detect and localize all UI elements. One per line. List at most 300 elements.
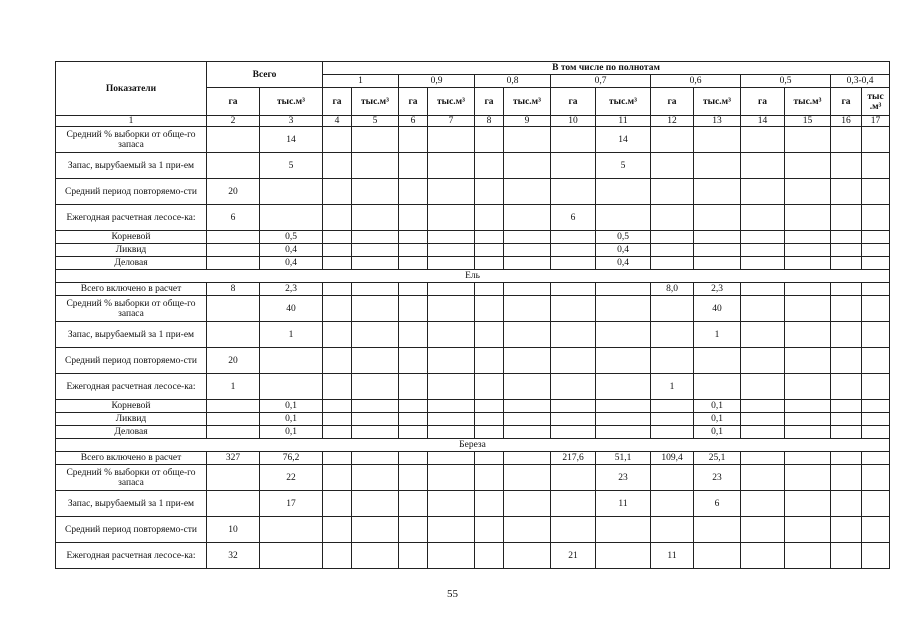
table-row	[56, 153, 890, 179]
table-cell	[596, 413, 651, 426]
table-cell	[428, 348, 475, 374]
table-cell	[785, 205, 831, 231]
table-cell	[596, 543, 651, 569]
row-label: Ликвид	[56, 244, 207, 257]
table-cell	[862, 517, 890, 543]
table-cell	[551, 400, 596, 413]
density-header: 0,7	[551, 75, 651, 88]
table-cell	[651, 465, 694, 491]
column-number: 2	[207, 116, 260, 127]
table-cell	[596, 348, 651, 374]
row-label: Средний % выборки от обще-го запаса	[56, 296, 207, 322]
table-cell	[428, 426, 475, 439]
table-cell	[741, 348, 785, 374]
table-cell	[207, 244, 260, 257]
table-cell	[399, 244, 428, 257]
table-cell	[323, 127, 352, 153]
table-cell	[399, 179, 428, 205]
density-header: 0,3-0,4	[831, 75, 890, 88]
table-cell	[741, 413, 785, 426]
table-cell: 17	[260, 491, 323, 517]
table-cell	[428, 153, 475, 179]
table-cell	[399, 322, 428, 348]
table-cell	[399, 413, 428, 426]
table-cell	[475, 322, 504, 348]
table-cell	[651, 413, 694, 426]
table-cell	[651, 231, 694, 244]
table-row	[56, 322, 890, 348]
table-cell	[260, 543, 323, 569]
table-cell: 22	[260, 465, 323, 491]
column-number: 13	[694, 116, 741, 127]
table-cell	[504, 491, 551, 517]
table-row	[56, 179, 890, 205]
table-cell	[428, 452, 475, 465]
table-cell	[260, 179, 323, 205]
row-label: Средний % выборки от обще-го запаса	[56, 127, 207, 153]
table-cell	[207, 153, 260, 179]
table-cell	[352, 244, 399, 257]
table-cell	[785, 413, 831, 426]
table-cell	[831, 491, 862, 517]
table-cell	[504, 179, 551, 205]
unit-ha: га	[741, 88, 785, 116]
table-cell	[785, 543, 831, 569]
row-label: Корневой	[56, 400, 207, 413]
table-cell	[352, 205, 399, 231]
table-cell	[475, 257, 504, 270]
table-cell	[207, 491, 260, 517]
table-cell: 23	[596, 465, 651, 491]
table-cell	[651, 348, 694, 374]
column-number: 12	[651, 116, 694, 127]
table-cell: 1	[651, 374, 694, 400]
table-cell: 76,2	[260, 452, 323, 465]
table-cell	[862, 426, 890, 439]
table-cell	[323, 257, 352, 270]
row-label: Деловая	[56, 257, 207, 270]
table-cell	[475, 244, 504, 257]
column-number: 4	[323, 116, 352, 127]
table-cell	[399, 517, 428, 543]
table-cell	[352, 153, 399, 179]
table-cell	[428, 400, 475, 413]
table-cell	[785, 452, 831, 465]
table-cell	[504, 400, 551, 413]
table-cell	[831, 348, 862, 374]
table-cell	[323, 179, 352, 205]
table-cell: 6	[551, 205, 596, 231]
table-cell	[428, 179, 475, 205]
table-cell	[207, 127, 260, 153]
table-cell	[694, 257, 741, 270]
table-cell	[475, 205, 504, 231]
row-label: Средний период повторяемо-сти	[56, 179, 207, 205]
table-cell	[785, 244, 831, 257]
table-cell	[551, 153, 596, 179]
table-cell	[862, 374, 890, 400]
table-cell	[399, 296, 428, 322]
table-row	[56, 348, 890, 374]
table-cell	[504, 465, 551, 491]
table-cell	[785, 322, 831, 348]
table-cell	[428, 296, 475, 322]
table-cell	[741, 426, 785, 439]
table-cell	[862, 296, 890, 322]
table-cell	[352, 426, 399, 439]
table-cell	[428, 517, 475, 543]
table-cell: 10	[207, 517, 260, 543]
row-label: Запас, вырубаемый за 1 при-ем	[56, 153, 207, 179]
table-cell	[651, 491, 694, 517]
table-cell: 5	[260, 153, 323, 179]
table-cell	[428, 543, 475, 569]
table-cell	[207, 426, 260, 439]
table-cell	[741, 465, 785, 491]
table-cell: 8,0	[651, 283, 694, 296]
table-cell	[475, 231, 504, 244]
row-label: Деловая	[56, 426, 207, 439]
table-cell	[862, 205, 890, 231]
table-row	[56, 452, 890, 465]
table-cell: 109,4	[651, 452, 694, 465]
table-cell	[831, 517, 862, 543]
table-cell	[352, 179, 399, 205]
table-row	[56, 413, 890, 426]
column-number: 6	[399, 116, 428, 127]
table-cell	[831, 127, 862, 153]
unit-m3: тыс.м³	[785, 88, 831, 116]
table-cell	[862, 244, 890, 257]
table-row	[56, 465, 890, 491]
table-cell	[323, 452, 352, 465]
table-cell	[651, 400, 694, 413]
table-cell	[831, 296, 862, 322]
table-cell	[323, 413, 352, 426]
unit-m3: тыс.м³	[352, 88, 399, 116]
table-cell	[741, 322, 785, 348]
column-number: 10	[551, 116, 596, 127]
table-cell	[428, 257, 475, 270]
table-cell	[596, 205, 651, 231]
table-cell	[475, 179, 504, 205]
table-cell	[475, 296, 504, 322]
table-cell	[831, 283, 862, 296]
table-cell	[862, 491, 890, 517]
table-cell	[741, 491, 785, 517]
table-cell	[862, 400, 890, 413]
table-cell	[323, 465, 352, 491]
table-row	[56, 491, 890, 517]
row-label: Всего включено в расчет	[56, 452, 207, 465]
unit-m3: тыс.м³	[260, 88, 323, 116]
table-cell	[504, 426, 551, 439]
table-cell	[428, 283, 475, 296]
row-label: Запас, вырубаемый за 1 при-ем	[56, 322, 207, 348]
row-label: Ежегодная расчетная лесосе-ка:	[56, 543, 207, 569]
table-cell	[207, 413, 260, 426]
table-cell	[428, 465, 475, 491]
column-number: 9	[504, 116, 551, 127]
density-header: 0,5	[741, 75, 831, 88]
section-title: Ель	[56, 270, 890, 283]
column-number: 3	[260, 116, 323, 127]
table-cell	[399, 283, 428, 296]
table-cell	[504, 517, 551, 543]
table-cell	[504, 257, 551, 270]
table-cell	[551, 179, 596, 205]
table-cell	[352, 413, 399, 426]
column-number: 14	[741, 116, 785, 127]
column-number: 1	[56, 116, 207, 127]
table-cell	[428, 322, 475, 348]
density-header: 0,9	[399, 75, 475, 88]
table-cell	[399, 153, 428, 179]
forest-harvest-table	[55, 61, 890, 569]
table-cell	[785, 231, 831, 244]
unit-ha: га	[651, 88, 694, 116]
table-cell	[551, 296, 596, 322]
table-cell	[475, 348, 504, 374]
table-cell	[399, 257, 428, 270]
table-cell	[785, 426, 831, 439]
table-cell	[399, 205, 428, 231]
table-cell: 21	[551, 543, 596, 569]
table-cell	[260, 205, 323, 231]
table-cell: 40	[694, 296, 741, 322]
table-cell	[831, 153, 862, 179]
table-cell	[831, 231, 862, 244]
table-cell	[504, 283, 551, 296]
table-cell	[551, 491, 596, 517]
row-label: Запас, вырубаемый за 1 при-ем	[56, 491, 207, 517]
table-cell	[207, 465, 260, 491]
table-cell: 20	[207, 348, 260, 374]
row-label: Средний % выборки от обще-го запаса	[56, 465, 207, 491]
table-cell	[785, 283, 831, 296]
table-cell	[651, 153, 694, 179]
table-cell	[785, 153, 831, 179]
table-cell	[207, 296, 260, 322]
table-cell	[504, 153, 551, 179]
row-label: Ежегодная расчетная лесосе-ка:	[56, 205, 207, 231]
table-cell	[551, 244, 596, 257]
table-cell: 51,1	[596, 452, 651, 465]
table-cell: 6	[207, 205, 260, 231]
table-cell	[862, 283, 890, 296]
table-cell	[862, 413, 890, 426]
table-cell	[862, 179, 890, 205]
table-cell	[831, 400, 862, 413]
table-cell	[323, 322, 352, 348]
table-cell	[323, 348, 352, 374]
table-cell	[352, 491, 399, 517]
table-cell	[551, 257, 596, 270]
table-cell	[475, 465, 504, 491]
table-cell	[862, 322, 890, 348]
table-cell: 0,4	[260, 257, 323, 270]
table-cell	[352, 374, 399, 400]
table-cell	[399, 465, 428, 491]
table-cell	[428, 205, 475, 231]
table-cell	[399, 231, 428, 244]
table-cell: 0,1	[260, 400, 323, 413]
table-cell	[862, 452, 890, 465]
table-cell	[785, 179, 831, 205]
table-cell	[651, 127, 694, 153]
table-row	[56, 374, 890, 400]
table-cell	[694, 517, 741, 543]
table-cell: 0,4	[596, 244, 651, 257]
table-cell	[741, 400, 785, 413]
table-cell	[504, 374, 551, 400]
header-total: Всего	[207, 62, 323, 88]
table-cell	[551, 348, 596, 374]
unit-m3: тыс.м³	[504, 88, 551, 116]
column-number: 8	[475, 116, 504, 127]
column-numbers-row	[56, 116, 890, 127]
table-cell: 0,5	[596, 231, 651, 244]
table-cell	[475, 543, 504, 569]
table-cell	[475, 400, 504, 413]
table-cell	[831, 179, 862, 205]
table-cell	[323, 296, 352, 322]
unit-ha: га	[551, 88, 596, 116]
table-cell: 14	[596, 127, 651, 153]
table-cell	[504, 413, 551, 426]
table-cell	[428, 127, 475, 153]
table-cell	[831, 257, 862, 270]
unit-ha: га	[323, 88, 352, 116]
table-cell: 20	[207, 179, 260, 205]
table-cell	[352, 322, 399, 348]
table-cell	[596, 426, 651, 439]
table-cell: 0,1	[694, 413, 741, 426]
table-cell	[551, 517, 596, 543]
table-cell	[862, 543, 890, 569]
table-cell	[831, 205, 862, 231]
table-cell	[741, 127, 785, 153]
unit-ha: га	[399, 88, 428, 116]
density-header: 0,6	[651, 75, 741, 88]
table-cell	[694, 231, 741, 244]
table-cell	[399, 491, 428, 517]
table-cell	[694, 153, 741, 179]
unit-ha: га	[831, 88, 862, 116]
table-cell	[352, 257, 399, 270]
table-cell: 6	[694, 491, 741, 517]
table-cell: 0,4	[596, 257, 651, 270]
table-cell	[428, 244, 475, 257]
table-cell: 327	[207, 452, 260, 465]
row-label: Ликвид	[56, 413, 207, 426]
table-cell	[428, 491, 475, 517]
table-cell: 2,3	[694, 283, 741, 296]
table-row	[56, 244, 890, 257]
density-header: 1	[323, 75, 399, 88]
table-cell	[551, 413, 596, 426]
table-cell	[323, 283, 352, 296]
table-cell	[504, 127, 551, 153]
density-header: 0,8	[475, 75, 551, 88]
table-cell	[862, 153, 890, 179]
table-cell	[399, 374, 428, 400]
table-cell	[741, 231, 785, 244]
table-cell	[323, 153, 352, 179]
row-label: Ежегодная расчетная лесосе-ка:	[56, 374, 207, 400]
table-cell	[741, 257, 785, 270]
table-cell: 217,6	[551, 452, 596, 465]
section-title: Береза	[56, 439, 890, 452]
table-cell	[323, 231, 352, 244]
table-cell	[651, 179, 694, 205]
table-cell	[741, 296, 785, 322]
table-cell	[651, 426, 694, 439]
table-cell	[862, 257, 890, 270]
header-indicators: Показатели	[56, 62, 207, 116]
table-cell	[551, 426, 596, 439]
table-cell	[862, 127, 890, 153]
table-cell	[741, 283, 785, 296]
table-cell	[831, 374, 862, 400]
table-cell	[694, 374, 741, 400]
table-cell	[785, 348, 831, 374]
table-cell	[831, 543, 862, 569]
table-cell	[352, 517, 399, 543]
table-cell	[651, 322, 694, 348]
table-cell	[785, 465, 831, 491]
table-cell	[785, 400, 831, 413]
table-cell	[785, 374, 831, 400]
table-cell	[596, 517, 651, 543]
table-cell	[399, 127, 428, 153]
table-cell	[475, 283, 504, 296]
table-cell	[785, 127, 831, 153]
table-cell	[475, 452, 504, 465]
table-cell	[504, 244, 551, 257]
table-cell	[475, 127, 504, 153]
row-label: Корневой	[56, 231, 207, 244]
table-cell: 23	[694, 465, 741, 491]
table-cell: 2,3	[260, 283, 323, 296]
table-cell: 40	[260, 296, 323, 322]
table-cell	[207, 257, 260, 270]
table-cell	[651, 517, 694, 543]
table-cell	[504, 348, 551, 374]
table-cell	[694, 205, 741, 231]
table-cell: 0,4	[260, 244, 323, 257]
table-cell	[831, 413, 862, 426]
table-cell	[551, 127, 596, 153]
table-cell	[694, 348, 741, 374]
table-cell	[352, 231, 399, 244]
table-cell	[504, 231, 551, 244]
table-cell	[399, 452, 428, 465]
table-cell	[596, 296, 651, 322]
table-cell	[831, 322, 862, 348]
column-number: 5	[352, 116, 399, 127]
section-row	[56, 439, 890, 452]
table-cell	[741, 517, 785, 543]
table-cell	[785, 296, 831, 322]
table-cell	[352, 296, 399, 322]
section-row	[56, 270, 890, 283]
row-label: Средний период повторяемо-сти	[56, 348, 207, 374]
table-cell	[207, 322, 260, 348]
table-cell	[352, 283, 399, 296]
table-cell	[831, 452, 862, 465]
table-cell: 1	[694, 322, 741, 348]
